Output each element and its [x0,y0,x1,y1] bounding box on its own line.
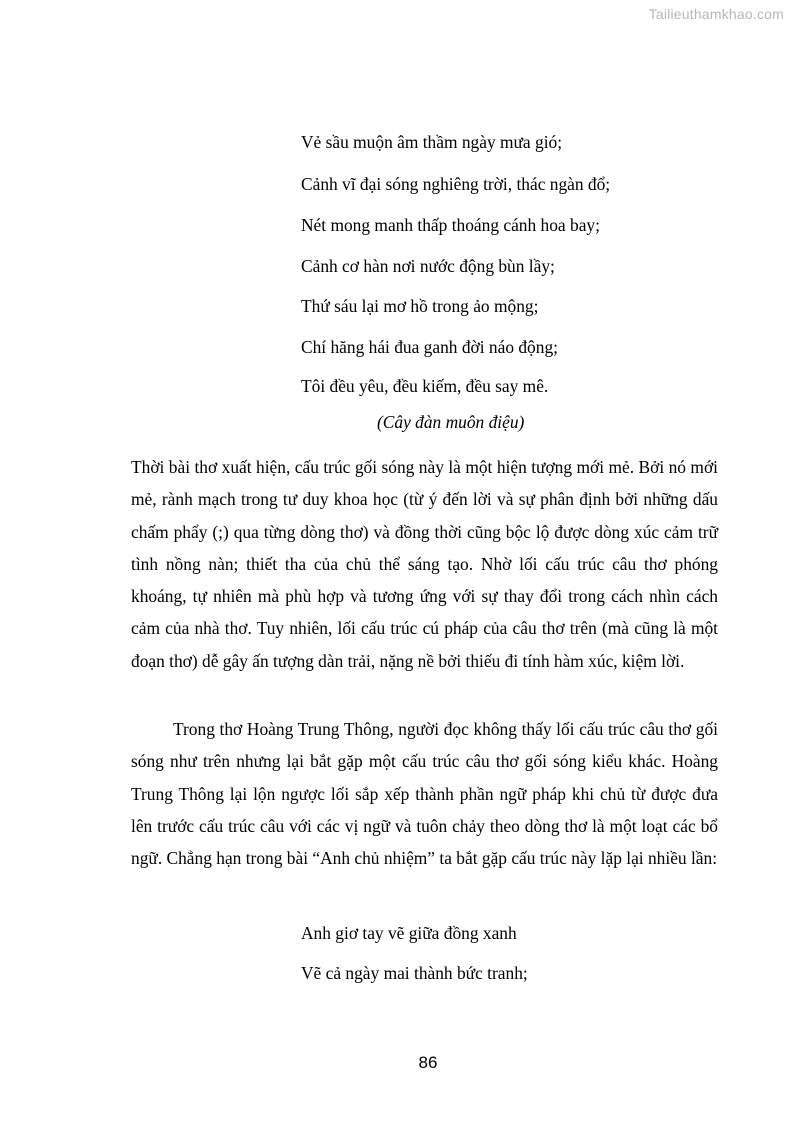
verse-line: Thứ sáu lại mơ hồ trong ảo mộng; [301,296,539,316]
body-paragraph: Trong thơ Hoàng Trung Thông, người đọc không thấy lối cấu trúc câu thơ gối sóng như trên nhưng lại bắt gặp một cấu trúc câu thơ gối sóng kiểu khác. Hoàng Trung Thông lại lộn ngược lối sắp xếp thành phần ngữ pháp khi chủ từ được đưa lên trước cấu trúc câu với các vị ngữ và tuôn chảy theo dòng thơ là một loạt các bổ ngữ. Chẳng hạn trong bài “Anh chủ nhiệm” ta bắt gặp cấu trúc này lặp lại nhiều lần: [131,719,718,869]
verse-line: Cảnh cơ hàn nơi nước động bùn lầy; [301,256,555,276]
verse-line: Anh giơ tay vẽ giữa đồng xanh [301,923,517,943]
verse-line: Nét mong manh thấp thoáng cánh hoa bay; [301,215,600,235]
verse-line: Chí hăng hái đua ganh đời náo động; [301,337,558,357]
verse-line: Tôi đều yêu, đều kiếm, đều say mê. [301,376,549,396]
verse-line: Cảnh vĩ đại sóng nghiêng trời, thác ngàn đổ; [301,174,611,194]
body-paragraph: Thời bài thơ xuất hiện, cấu trúc gối sóng này là một hiện tượng mới mẻ. Bởi nó mới mẻ, rành mạch trong tư duy khoa học (từ ý đến lời và sự phân định bởi những dấu chấm phẩy (;) qua từng dòng thơ) và đồng thời cũng bộc lộ được dòng xúc cảm trữ tình nồng nàn; thiết tha của chủ thể sáng tạo. Nhờ lối cấu trúc câu thơ phóng khoáng, tự nhiên mà phù hợp và tương ứng với sự thay đổi trong cách nhìn cách cảm của nhà thơ. Tuy nhiên, lối cấu trúc cú pháp của câu thơ trên (mà cũng là một đoạn thơ) dễ gây ấn tượng dàn trải, nặng nề bởi thiếu đi tính hàm xúc, kiệm lời. [131,457,718,671]
poem-citation: (Cây đàn muôn điệu) [377,412,525,432]
verse-line: Vẽ cả ngày mai thành bức tranh; [301,963,528,983]
page-number: 86 [418,1053,438,1072]
watermark: Tailieuthamkhao.com [648,6,784,22]
verse-line: Vẻ sầu muộn âm thầm ngày mưa gió; [301,132,563,152]
